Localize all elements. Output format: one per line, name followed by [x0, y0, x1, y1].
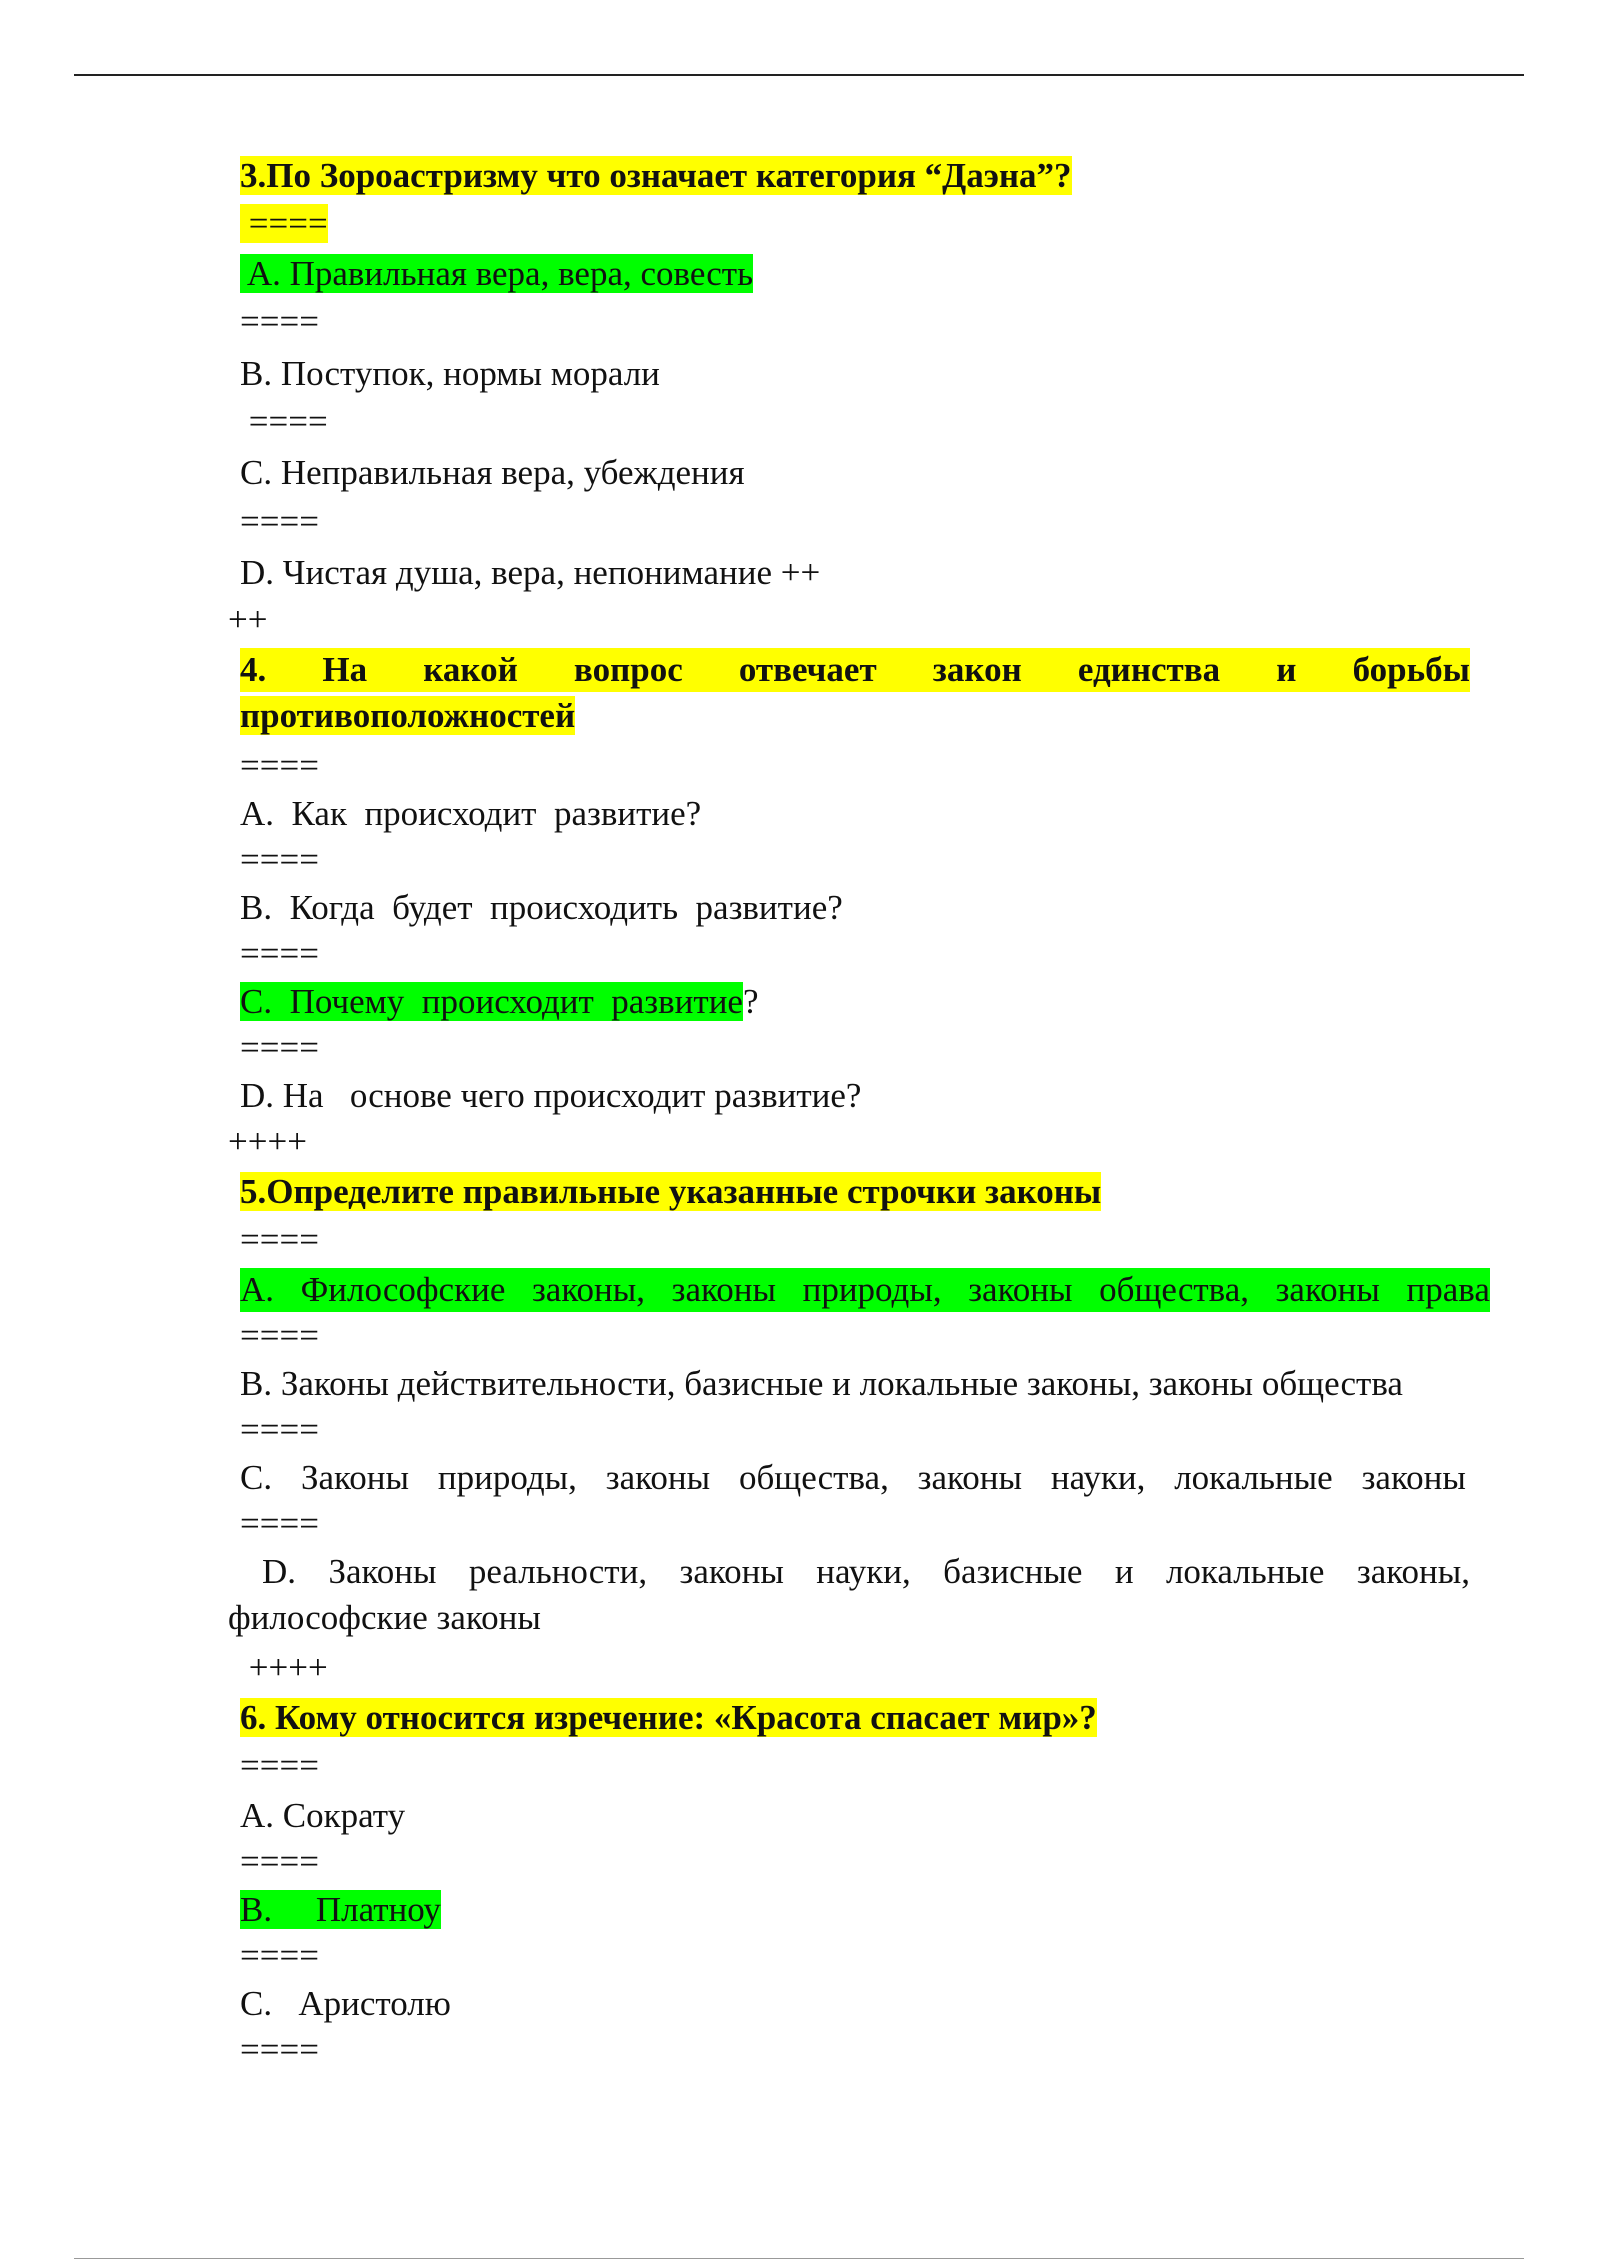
separator: ==== — [240, 204, 328, 243]
separator: ==== — [240, 2030, 319, 2069]
separator: ==== — [240, 840, 319, 879]
question-5-option-d-line2: философские законы — [228, 1598, 541, 1637]
question-4-option-d: D. На основе чего происходит развитие? — [240, 1076, 862, 1115]
page-top-rule — [74, 74, 1524, 76]
question-3-option-d: D. Чистая душа, вера, непонимание ++ — [240, 553, 821, 592]
question-6-option-b: B. Платноу — [240, 1890, 441, 1929]
question-3-option-b: B. Поступок, нормы морали — [240, 354, 660, 393]
separator: ==== — [240, 402, 328, 441]
page-bottom-rule — [74, 2258, 1524, 2259]
separator: ==== — [240, 302, 319, 341]
separator: ==== — [240, 934, 319, 973]
question-6-option-a: A. Сократу — [240, 1796, 406, 1835]
separator: ==== — [240, 1842, 319, 1881]
question-end-marker: ++++ — [228, 1122, 307, 1161]
question-end-marker: ++++ — [240, 1648, 328, 1687]
separator: ==== — [240, 1936, 319, 1975]
question-5-title: 5.Определите правильные указанные строчки законы — [240, 1172, 1102, 1211]
question-4-option-c: C. Почему происходит развитие? — [240, 982, 759, 1021]
separator: ==== — [240, 1746, 319, 1785]
separator: ==== — [240, 1316, 319, 1355]
question-5-option-c: C. Законы природы, законы общества, законы науки, локальные законы — [240, 1458, 1466, 1497]
separator: ==== — [240, 746, 319, 785]
separator: ==== — [240, 1220, 319, 1259]
separator: ==== — [240, 1028, 319, 1067]
question-6-title: 6. Кому относится изречение: «Красота спасает мир»? — [240, 1698, 1097, 1737]
question-3-title: 3.По Зороастризму что означает категория “Даэна”? — [240, 156, 1072, 195]
question-5-option-a: A. Философские законы, законы природы, законы общества, законы права — [240, 1268, 1490, 1312]
separator: ==== — [240, 502, 319, 541]
question-5-option-b: B. Законы действительности, базисные и локальные законы, законы общества — [240, 1364, 1403, 1403]
question-3-option-a: A. Правильная вера, вера, совесть — [240, 254, 754, 293]
question-4-title-line2: противоположностей — [240, 696, 576, 735]
separator: ==== — [240, 1504, 319, 1543]
question-3-option-c: C. Неправильная вера, убеждения — [240, 453, 745, 492]
question-4-title: 4. На какой вопрос отвечает закон единства и борьбы — [240, 648, 1470, 692]
question-6-option-c: C. Аристолю — [240, 1984, 451, 2023]
separator: ==== — [240, 1410, 319, 1449]
question-end-marker: ++ — [228, 600, 268, 639]
question-4-option-a: A. Как происходит развитие? — [240, 794, 702, 833]
question-5-option-d: D. Законы реальности, законы науки, базисные и локальные законы, — [262, 1552, 1470, 1591]
question-4-option-b: B. Когда будет происходить развитие? — [240, 888, 843, 927]
